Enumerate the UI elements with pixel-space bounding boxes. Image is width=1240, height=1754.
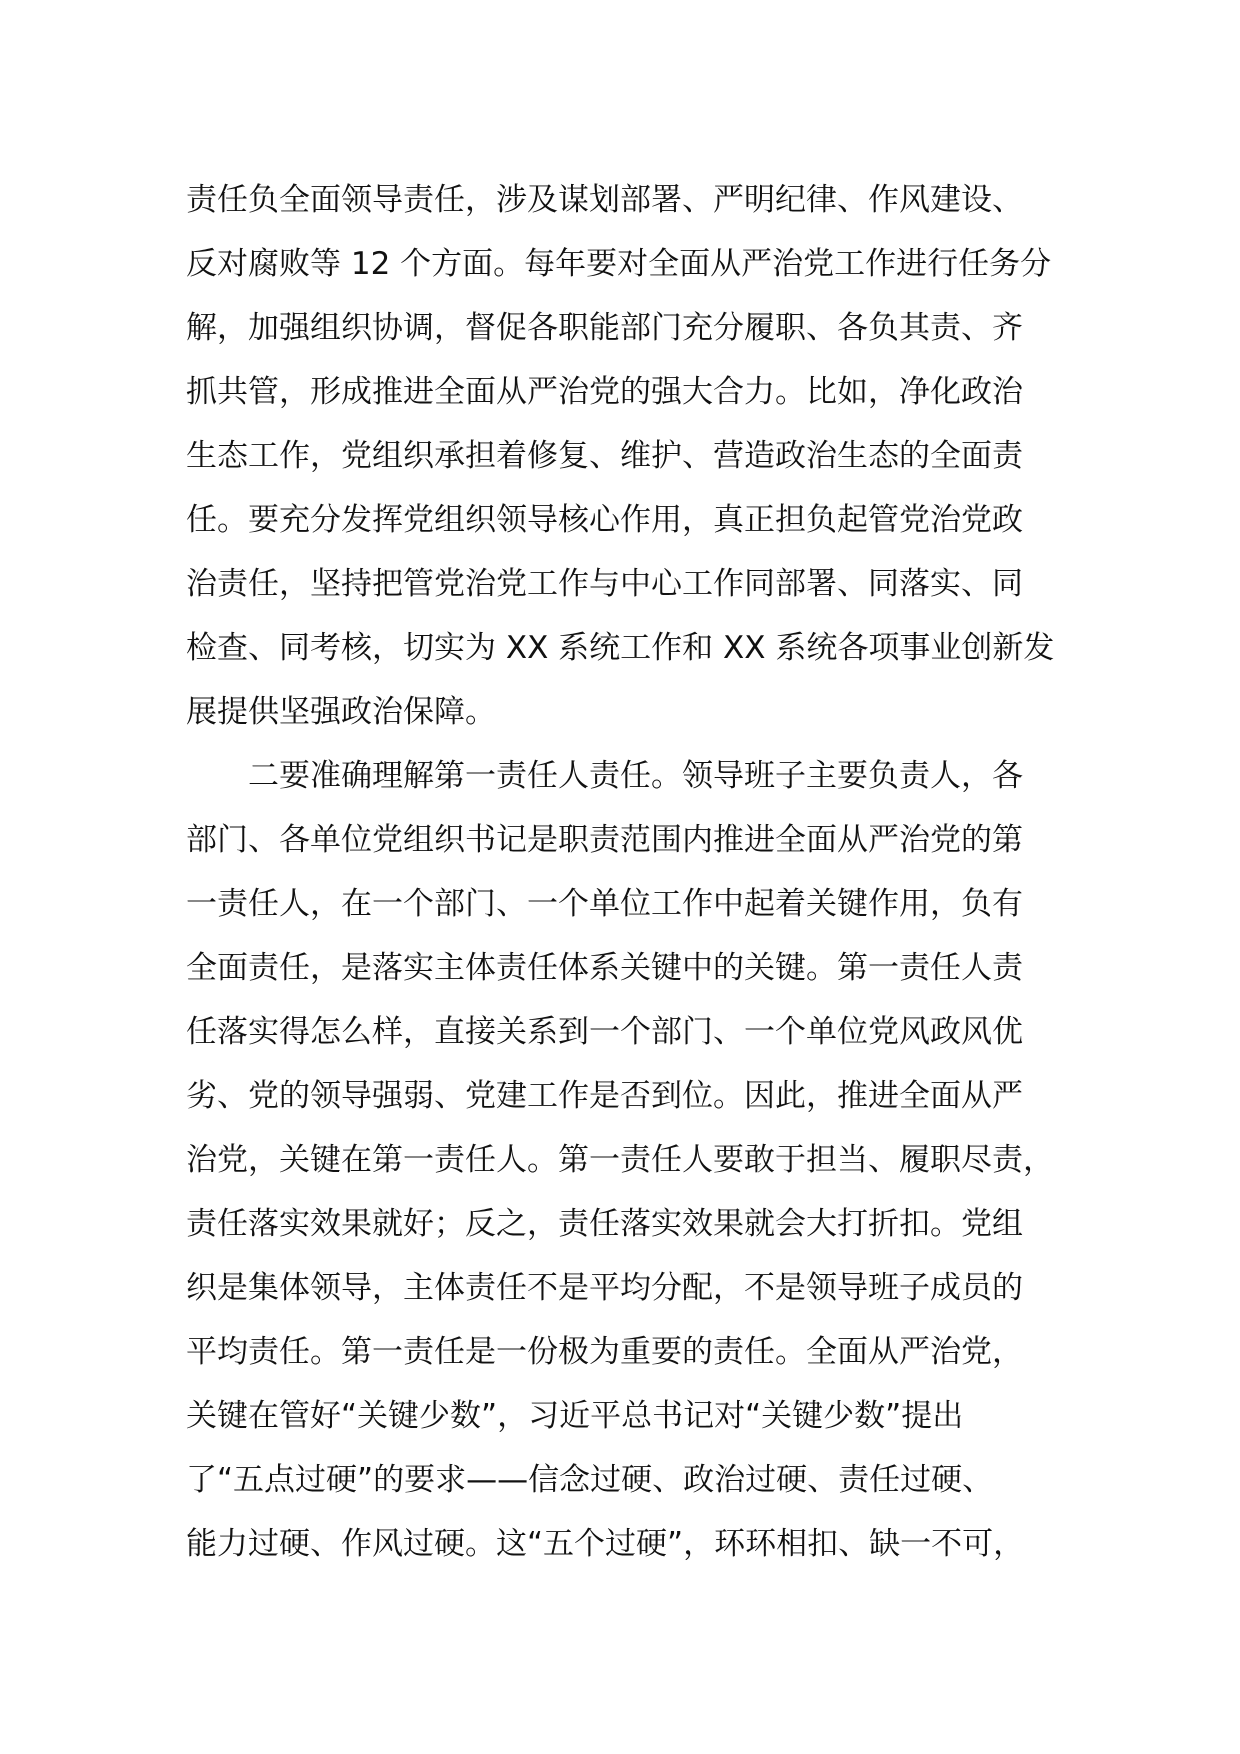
text-line: 了“五点过硬”的要求——信念过硬、政治过硬、责任过硬、 xyxy=(186,1462,994,1498)
body-text xyxy=(186,168,1086,1576)
text-line: 生态工作，党组织承担着修复、维护、营造政治生态的全面责 xyxy=(186,438,1023,474)
text-line: 责任落实效果就好；反之，责任落实效果就会大打折扣。党组 xyxy=(186,1206,1023,1242)
text-line: 关键在管好“关键少数”，习近平总书记对“关键少数”提出 xyxy=(186,1398,964,1434)
text-line: 织是集体领导，主体责任不是平均分配，不是领导班子成员的 xyxy=(186,1270,1023,1306)
text-line: 解，加强组织协调，督促各职能部门充分履职、各负其责、齐 xyxy=(186,310,1023,346)
text-line: 任。要充分发挥党组织领导核心作用，真正担负起管党治党政 xyxy=(186,502,1023,538)
paragraph-start-line: 二要准确理解第一责任人责任。领导班子主要负责人，各 xyxy=(248,758,1023,794)
text-line: 展提供坚强政治保障。 xyxy=(186,694,496,730)
text-line: 治责任，坚持把管党治党工作与中心工作同部署、同落实、同 xyxy=(186,566,1023,602)
text-line: 全面责任，是落实主体责任体系关键中的关键。第一责任人责 xyxy=(186,950,1023,986)
text-line: 责任负全面领导责任，涉及谋划部署、严明纪律、作风建设、 xyxy=(186,182,1023,218)
text-line: 检查、同考核，切实为 XX 系统工作和 XX 系统各项事业创新发 xyxy=(186,630,1055,666)
text-line: 能力过硬、作风过硬。这“五个过硬”，环环相扣、缺一不可， xyxy=(186,1526,1025,1562)
text-line: 任落实得怎么样，直接关系到一个部门、一个单位党风政风优 xyxy=(186,1014,1023,1050)
text-line: 平均责任。第一责任是一份极为重要的责任。全面从严治党， xyxy=(186,1334,1023,1370)
text-line: 抓共管，形成推进全面从严治党的强大合力。比如，净化政治 xyxy=(186,374,1023,410)
text-line: 部门、各单位党组织书记是职责范围内推进全面从严治党的第 xyxy=(186,822,1023,858)
text-line: 劣、党的领导强弱、党建工作是否到位。因此，推进全面从严 xyxy=(186,1078,1023,1114)
text-line: 治党，关键在第一责任人。第一责任人要敢于担当、履职尽责， xyxy=(186,1142,1054,1178)
text-line: 一责任人，在一个部门、一个单位工作中起着关键作用，负有 xyxy=(186,886,1023,922)
text-line: 反对腐败等 12 个方面。每年要对全面从严治党工作进行任务分 xyxy=(186,246,1052,282)
